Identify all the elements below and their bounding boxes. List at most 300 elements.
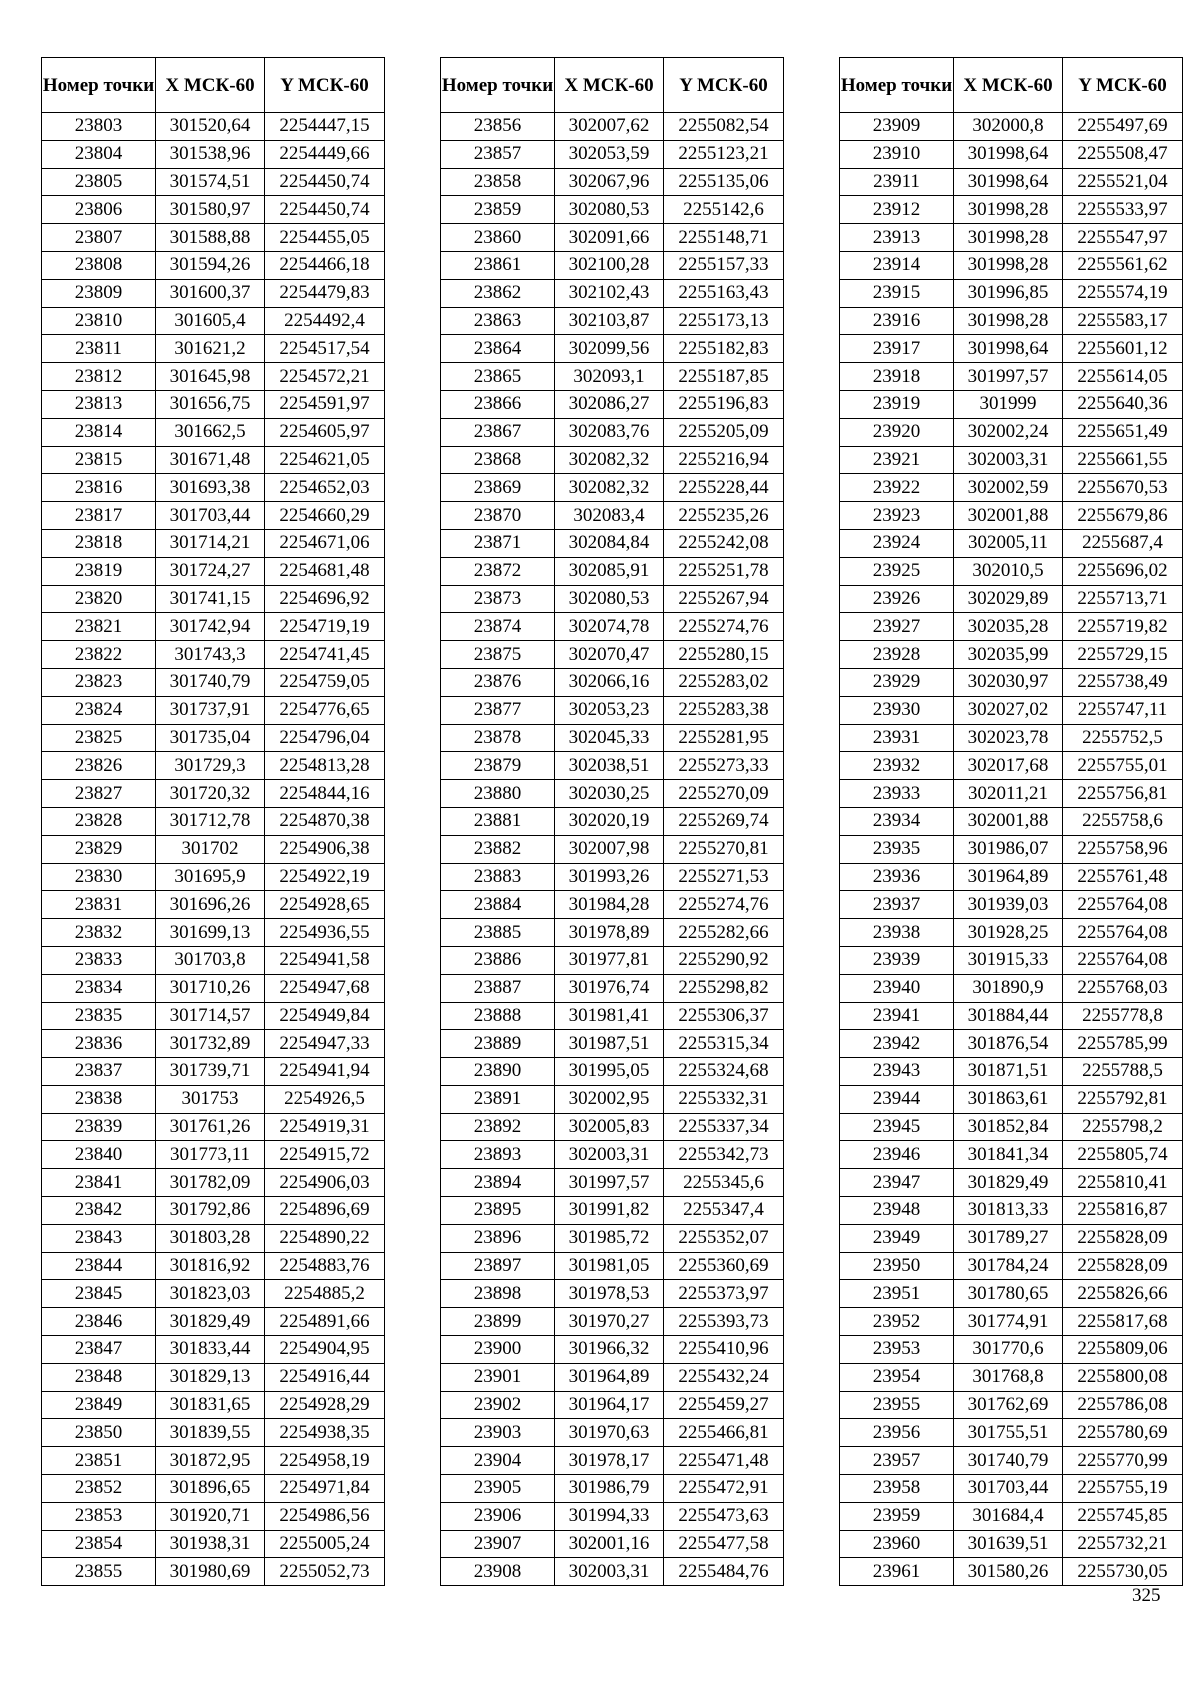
table-row [840,1197,1183,1225]
cell-x: 301987,51 [555,1030,664,1058]
cell-point-number: 23873 [441,585,555,613]
table-row [840,529,1183,557]
cell-point-number: 23856 [441,113,555,141]
cell-y: 2254450,74 [265,168,385,196]
cell-y: 2254936,55 [265,919,385,947]
cell-x: 302053,23 [555,696,664,724]
cell-y: 2254605,97 [265,418,385,446]
cell-y: 2255828,09 [1063,1224,1183,1252]
cell-point-number: 23865 [441,363,555,391]
cell-point-number: 23940 [840,974,954,1002]
cell-y: 2254492,4 [265,307,385,335]
cell-x: 301740,79 [156,668,265,696]
cell-x: 302003,31 [555,1141,664,1169]
cell-y: 2254928,29 [265,1391,385,1419]
table-body [42,113,385,1586]
cell-y: 2254455,05 [265,224,385,252]
cell-point-number: 23899 [441,1308,555,1336]
cell-point-number: 23934 [840,807,954,835]
table-row [441,724,784,752]
cell-y: 2254949,84 [265,1002,385,1030]
cell-y: 2255228,44 [664,474,784,502]
cell-y: 2255352,07 [664,1224,784,1252]
table-row [840,1002,1183,1030]
cell-x: 301823,03 [156,1280,265,1308]
cell-y: 2255251,78 [664,557,784,585]
cell-y: 2255473,63 [664,1502,784,1530]
cell-point-number: 23859 [441,196,555,224]
cell-point-number: 23878 [441,724,555,752]
cell-point-number: 23845 [42,1280,156,1308]
cell-point-number: 23861 [441,251,555,279]
table-row [840,668,1183,696]
header-y: Y МСК-60 [1063,58,1183,113]
cell-x: 301998,28 [954,307,1063,335]
cell-point-number: 23937 [840,891,954,919]
table-row [441,1141,784,1169]
cell-y: 2255614,05 [1063,363,1183,391]
cell-x: 301712,78 [156,807,265,835]
cell-y: 2255459,27 [664,1391,784,1419]
table-row [441,1030,784,1058]
cell-x: 301520,64 [156,113,265,141]
header-row [42,58,385,113]
cell-y: 2255270,81 [664,835,784,863]
cell-x: 301703,44 [954,1475,1063,1503]
header-point-number: Номер точки [441,58,555,113]
cell-x: 302035,99 [954,641,1063,669]
cell-x: 301978,89 [555,919,664,947]
table-row [42,474,385,502]
table-row [441,752,784,780]
table-row [840,752,1183,780]
cell-y: 2254681,48 [265,557,385,585]
cell-x: 301703,8 [156,946,265,974]
cell-x: 302005,11 [954,529,1063,557]
cell-y: 2255280,15 [664,641,784,669]
cell-x: 301977,81 [555,946,664,974]
cell-point-number: 23871 [441,529,555,557]
cell-y: 2254919,31 [265,1113,385,1141]
cell-x: 301803,28 [156,1224,265,1252]
table-row [42,224,385,252]
cell-y: 2255497,69 [1063,113,1183,141]
table-row [840,974,1183,1002]
cell-x: 301915,33 [954,946,1063,974]
table-row [42,1502,385,1530]
cell-y: 2255521,04 [1063,168,1183,196]
cell-y: 2255788,5 [1063,1058,1183,1086]
table-row [840,1336,1183,1364]
cell-x: 301699,13 [156,919,265,947]
cell-point-number: 23953 [840,1336,954,1364]
cell-point-number: 23909 [840,113,954,141]
table-row [840,140,1183,168]
table-row [441,418,784,446]
cell-y: 2254947,33 [265,1030,385,1058]
cell-y: 2255679,86 [1063,502,1183,530]
cell-y: 2255298,82 [664,974,784,1002]
cell-y: 2254938,35 [265,1419,385,1447]
cell-x: 301780,65 [954,1280,1063,1308]
cell-x: 301998,28 [954,251,1063,279]
cell-point-number: 23887 [441,974,555,1002]
table-row [840,891,1183,919]
cell-x: 301829,13 [156,1363,265,1391]
cell-x: 301639,51 [954,1530,1063,1558]
table-row [42,1558,385,1586]
cell-point-number: 23932 [840,752,954,780]
cell-x: 302010,5 [954,557,1063,585]
cell-point-number: 23933 [840,780,954,808]
table-row [840,1252,1183,1280]
header-x: X МСК-60 [156,58,265,113]
cell-y: 2254941,94 [265,1058,385,1086]
cell-point-number: 23903 [441,1419,555,1447]
table-row [42,1391,385,1419]
table-row [42,724,385,752]
cell-y: 2254719,19 [265,613,385,641]
table-row [840,807,1183,835]
table-row [42,113,385,141]
cell-y: 2255173,13 [664,307,784,335]
table-row [42,752,385,780]
cell-point-number: 23811 [42,335,156,363]
cell-y: 2254941,58 [265,946,385,974]
cell-y: 2255082,54 [664,113,784,141]
cell-x: 302030,25 [555,780,664,808]
table-row [42,335,385,363]
cell-x: 301863,61 [954,1085,1063,1113]
cell-point-number: 23875 [441,641,555,669]
cell-point-number: 23877 [441,696,555,724]
cell-y: 2254971,84 [265,1475,385,1503]
cell-point-number: 23948 [840,1197,954,1225]
table-row [840,335,1183,363]
cell-point-number: 23860 [441,224,555,252]
cell-x: 301980,69 [156,1558,265,1586]
cell-point-number: 23935 [840,835,954,863]
cell-x: 301702 [156,835,265,863]
cell-point-number: 23838 [42,1085,156,1113]
table-row [441,474,784,502]
cell-y: 2254896,69 [265,1197,385,1225]
cell-x: 301600,37 [156,279,265,307]
cell-y: 2255758,96 [1063,835,1183,863]
table-row [42,946,385,974]
table-row [441,1558,784,1586]
cell-x: 302011,21 [954,780,1063,808]
cell-point-number: 23906 [441,1502,555,1530]
table-row [441,363,784,391]
cell-point-number: 23839 [42,1113,156,1141]
cell-y: 2255373,97 [664,1280,784,1308]
table-row [840,1391,1183,1419]
cell-y: 2254479,83 [265,279,385,307]
table-row [441,1280,784,1308]
cell-point-number: 23836 [42,1030,156,1058]
cell-point-number: 23880 [441,780,555,808]
cell-y: 2254696,92 [265,585,385,613]
table-row [441,1447,784,1475]
table-row [840,1280,1183,1308]
cell-x: 301964,17 [555,1391,664,1419]
cell-y: 2254652,03 [265,474,385,502]
cell-point-number: 23914 [840,251,954,279]
cell-y: 2255810,41 [1063,1169,1183,1197]
cell-point-number: 23808 [42,251,156,279]
cell-x: 301782,09 [156,1169,265,1197]
cell-point-number: 23939 [840,946,954,974]
cell-y: 2254906,38 [265,835,385,863]
cell-x: 301770,6 [954,1336,1063,1364]
cell-x: 301985,72 [555,1224,664,1252]
cell-point-number: 23893 [441,1141,555,1169]
cell-point-number: 23817 [42,502,156,530]
cell-point-number: 23841 [42,1169,156,1197]
table-row [42,168,385,196]
cell-point-number: 23928 [840,641,954,669]
cell-point-number: 23837 [42,1058,156,1086]
table-row [840,696,1183,724]
table-row [441,641,784,669]
cell-x: 302100,28 [555,251,664,279]
cell-y: 2255477,58 [664,1530,784,1558]
cell-x: 301981,41 [555,1002,664,1030]
cell-x: 302066,16 [555,668,664,696]
cell-point-number: 23863 [441,307,555,335]
table-row [441,1308,784,1336]
cell-x: 302027,02 [954,696,1063,724]
cell-y: 2255235,26 [664,502,784,530]
table-row [441,1085,784,1113]
cell-point-number: 23882 [441,835,555,863]
cell-y: 2254450,74 [265,196,385,224]
cell-y: 2255273,33 [664,752,784,780]
cell-y: 2255758,6 [1063,807,1183,835]
cell-x: 301656,75 [156,390,265,418]
cell-x: 301741,15 [156,585,265,613]
cell-x: 302002,24 [954,418,1063,446]
cell-y: 2255052,73 [265,1558,385,1586]
cell-y: 2255786,08 [1063,1391,1183,1419]
table-row [441,613,784,641]
table-row [42,807,385,835]
table-row [441,919,784,947]
cell-x: 301621,2 [156,335,265,363]
cell-point-number: 23844 [42,1252,156,1280]
table-row [42,919,385,947]
cell-y: 2255687,4 [1063,529,1183,557]
table-row [441,1419,784,1447]
cell-point-number: 23927 [840,613,954,641]
table-row [840,835,1183,863]
cell-point-number: 23820 [42,585,156,613]
cell-point-number: 23869 [441,474,555,502]
cell-point-number: 23824 [42,696,156,724]
cell-point-number: 23900 [441,1336,555,1364]
table-row [42,1224,385,1252]
cell-y: 2255347,4 [664,1197,784,1225]
table-row [840,307,1183,335]
cell-x: 302074,78 [555,613,664,641]
table-row [441,668,784,696]
coordinates-table-1 [41,57,385,1586]
cell-y: 2254915,72 [265,1141,385,1169]
cell-point-number: 23813 [42,390,156,418]
cell-point-number: 23830 [42,863,156,891]
table-row [42,279,385,307]
cell-y: 2255342,73 [664,1141,784,1169]
table-row [840,1502,1183,1530]
cell-x: 301768,8 [954,1363,1063,1391]
cell-x: 301784,24 [954,1252,1063,1280]
table-row [840,1447,1183,1475]
cell-x: 301966,32 [555,1336,664,1364]
cell-y: 2254517,54 [265,335,385,363]
cell-x: 301774,91 [954,1308,1063,1336]
cell-point-number: 23951 [840,1280,954,1308]
cell-y: 2255780,69 [1063,1419,1183,1447]
cell-y: 2255533,97 [1063,196,1183,224]
cell-y: 2255574,19 [1063,279,1183,307]
cell-x: 302103,87 [555,307,664,335]
cell-point-number: 23955 [840,1391,954,1419]
table-row [441,1363,784,1391]
cell-point-number: 23862 [441,279,555,307]
table-row [840,390,1183,418]
cell-x: 301735,04 [156,724,265,752]
cell-x: 301998,64 [954,335,1063,363]
table-row [42,363,385,391]
cell-y: 2255123,21 [664,140,784,168]
cell-point-number: 23956 [840,1419,954,1447]
table-row [441,279,784,307]
cell-x: 302030,97 [954,668,1063,696]
table-row [42,1085,385,1113]
cell-x: 301538,96 [156,140,265,168]
cell-point-number: 23897 [441,1252,555,1280]
cell-point-number: 23922 [840,474,954,502]
table-row [42,696,385,724]
cell-point-number: 23810 [42,307,156,335]
cell-y: 2255135,06 [664,168,784,196]
cell-point-number: 23879 [441,752,555,780]
cell-x: 301761,26 [156,1113,265,1141]
table-row [42,1169,385,1197]
cell-x: 301729,3 [156,752,265,780]
cell-point-number: 23881 [441,807,555,835]
cell-y: 2255290,92 [664,946,784,974]
cell-y: 2255508,47 [1063,140,1183,168]
cell-x: 301789,27 [954,1224,1063,1252]
table-row [441,529,784,557]
table-row [441,1502,784,1530]
cell-y: 2255274,76 [664,613,784,641]
cell-y: 2254660,29 [265,502,385,530]
cell-point-number: 23902 [441,1391,555,1419]
cell-x: 301831,65 [156,1391,265,1419]
cell-x: 301740,79 [954,1447,1063,1475]
cell-point-number: 23950 [840,1252,954,1280]
cell-x: 301742,94 [156,613,265,641]
cell-y: 2255752,5 [1063,724,1183,752]
table-row [441,585,784,613]
cell-y: 2255283,02 [664,668,784,696]
table-row [42,613,385,641]
cell-point-number: 23946 [840,1141,954,1169]
table-row [441,1169,784,1197]
table-row [840,1363,1183,1391]
cell-y: 2255472,91 [664,1475,784,1503]
cell-x: 301684,4 [954,1502,1063,1530]
cell-point-number: 23942 [840,1030,954,1058]
cell-point-number: 23854 [42,1530,156,1558]
cell-x: 301829,49 [156,1308,265,1336]
cell-y: 2254904,95 [265,1336,385,1364]
table-row [441,307,784,335]
cell-point-number: 23936 [840,863,954,891]
cell-y: 2255267,94 [664,585,784,613]
cell-point-number: 23918 [840,363,954,391]
cell-point-number: 23915 [840,279,954,307]
cell-y: 2255410,96 [664,1336,784,1364]
cell-y: 2255196,83 [664,390,784,418]
cell-point-number: 23910 [840,140,954,168]
cell-y: 2255471,48 [664,1447,784,1475]
table-row [441,891,784,919]
table-row [42,502,385,530]
cell-y: 2255182,83 [664,335,784,363]
table-row [42,557,385,585]
cell-x: 302003,31 [555,1558,664,1586]
cell-x: 301997,57 [954,363,1063,391]
cell-x: 301829,49 [954,1169,1063,1197]
cell-y: 2255640,36 [1063,390,1183,418]
cell-y: 2255005,24 [265,1530,385,1558]
cell-x: 301997,57 [555,1169,664,1197]
cell-y: 2255163,43 [664,279,784,307]
cell-y: 2255755,19 [1063,1475,1183,1503]
cell-x: 302082,32 [555,446,664,474]
table-row [441,780,784,808]
cell-y: 2255817,68 [1063,1308,1183,1336]
cell-y: 2255809,06 [1063,1336,1183,1364]
header-y: Y МСК-60 [265,58,385,113]
cell-x: 301841,34 [954,1141,1063,1169]
coordinates-table-3 [839,57,1183,1586]
table-row [840,446,1183,474]
table-row [441,1530,784,1558]
cell-x: 301714,57 [156,1002,265,1030]
cell-y: 2255670,53 [1063,474,1183,502]
cell-y: 2254759,05 [265,668,385,696]
cell-y: 2255281,95 [664,724,784,752]
cell-x: 301732,89 [156,1030,265,1058]
cell-x: 301984,28 [555,891,664,919]
table-row [441,1475,784,1503]
cell-y: 2255282,66 [664,919,784,947]
table-row [441,1336,784,1364]
cell-y: 2255561,62 [1063,251,1183,279]
cell-point-number: 23835 [42,1002,156,1030]
cell-point-number: 23908 [441,1558,555,1586]
cell-point-number: 23894 [441,1169,555,1197]
cell-point-number: 23816 [42,474,156,502]
table-row [840,641,1183,669]
cell-point-number: 23858 [441,168,555,196]
cell-x: 302053,59 [555,140,664,168]
